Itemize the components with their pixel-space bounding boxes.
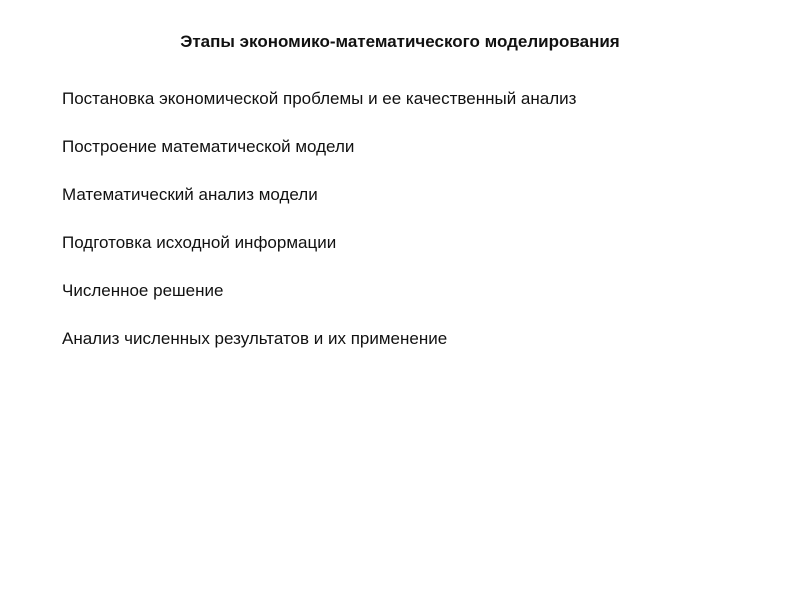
stage-item-6: Анализ численных результатов и их применение (62, 329, 448, 348)
slide-title: Этапы экономико-математического моделирования (180, 32, 620, 51)
stage-item-3: Математический анализ модели (62, 185, 318, 204)
stage-list (62, 88, 576, 376)
stage-item-4: Подготовка исходной информации (62, 233, 337, 252)
stage-item-5: Численное решение (62, 281, 224, 300)
stage-item-1: Постановка экономической проблемы и ее качественный анализ (62, 89, 577, 108)
stage-item-2: Построение математической модели (62, 137, 355, 156)
